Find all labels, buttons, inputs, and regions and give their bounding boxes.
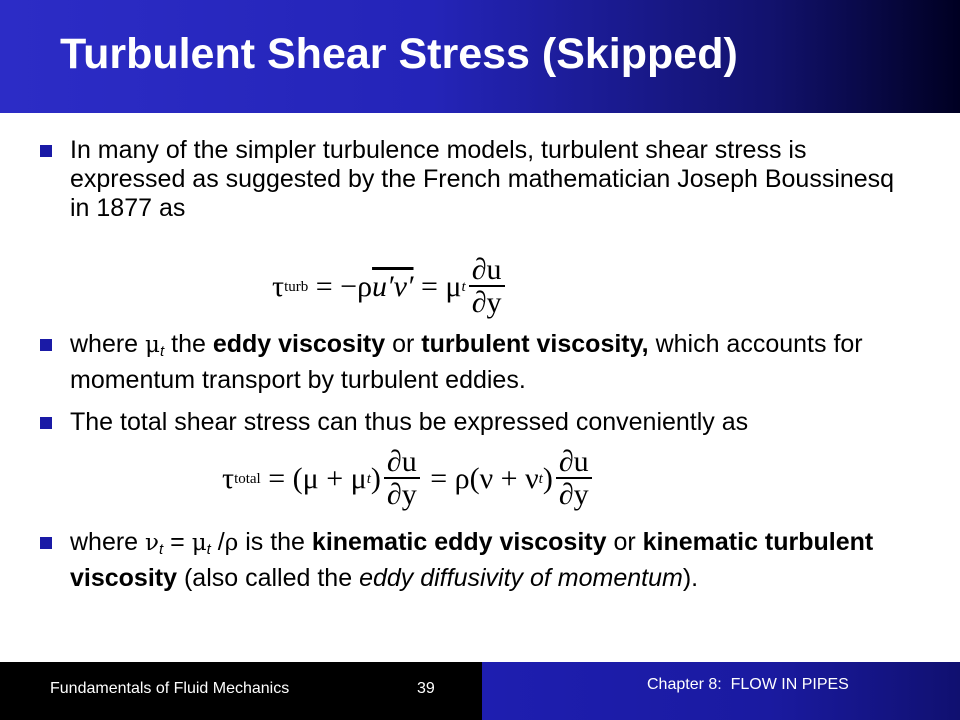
b4-mid1: is the (238, 528, 312, 556)
b4-pre: where (70, 528, 146, 556)
eq1-part: = −ρ (308, 270, 373, 303)
slide-title: Turbulent Shear Stress (Skipped) (60, 30, 738, 78)
b4-kinematic-turbulent-viscosity: kinematic turbulent viscosity (70, 528, 874, 592)
bullet-3-text: The total shear stress can thus be expressed conveniently as (70, 408, 749, 436)
bullet-square-icon (40, 145, 52, 157)
b4-t2: t (206, 541, 211, 558)
footer-page-number: 39 (417, 680, 435, 697)
b2-mid1: the (164, 330, 213, 358)
b4-t1: t (159, 541, 164, 558)
b4-eq: = (163, 528, 192, 556)
eq1-reynolds-stress: u′v′ (372, 270, 414, 303)
eq1-denominator: ∂y (471, 286, 502, 319)
b4-post: ). (682, 564, 699, 592)
footer-book-title: Fundamentals of Fluid Mechanics (50, 680, 290, 697)
bullet-square-icon (40, 537, 52, 549)
eq1-tau: τ (272, 270, 285, 303)
bullet-1 (30, 136, 910, 223)
b2-mid2: or (385, 330, 422, 358)
eq2-p2-close: ) (542, 462, 553, 495)
eq1-mu-sub: t (461, 278, 466, 295)
eq1-fraction (469, 255, 505, 319)
b4-mid2: or (606, 528, 643, 556)
equation-total-shear (222, 447, 595, 511)
b2-pre: where (70, 330, 146, 358)
b4-mu: μ (191, 530, 207, 556)
footer-chapter: Chapter 8: FLOW IN PIPES (647, 676, 849, 693)
b4-rho: ρ (224, 530, 239, 556)
b4-kinematic-eddy-viscosity: kinematic eddy viscosity (311, 528, 607, 556)
eq1-part2: = μ (413, 270, 462, 303)
b2-turbulent-viscosity: turbulent viscosity, (421, 330, 649, 358)
bullet-square-icon (40, 339, 52, 351)
bullet-1-text: In many of the simpler turbulence models, turbulent shear stress is expressed as suggested by the French mathematician Joseph Boussinesq in 1877 as (70, 136, 895, 222)
bullet-3 (30, 408, 910, 437)
b4-eddy-diffusivity: eddy diffusivity of momentum (359, 564, 683, 592)
bullet-4 (30, 528, 910, 593)
eq2-denominator-2: ∂y (558, 478, 589, 511)
b4-nu: ν (145, 530, 160, 556)
eq2-p1-sub: t (366, 470, 371, 487)
bullet-2-text (70, 330, 910, 395)
eq2-numerator-2: ∂u (556, 447, 592, 479)
bullet-4-text (70, 528, 910, 593)
b2-post: which accounts for momentum transport by turbulent eddies. (70, 330, 863, 394)
eq2-tau-sub: total (234, 470, 261, 487)
eq2-denominator-1: ∂y (386, 478, 417, 511)
bullet-2 (30, 330, 910, 395)
b2-t: t (160, 343, 165, 360)
eq2-p2: = ρ(ν + ν (422, 462, 539, 495)
b4-slash: / (210, 528, 225, 556)
b2-eddy-viscosity: eddy viscosity (212, 330, 386, 358)
eq2-p2-sub: t (538, 470, 543, 487)
equation-turbulent-shear (272, 255, 508, 319)
eq2-numerator-1: ∂u (384, 447, 420, 479)
b2-mu: μ (145, 332, 160, 358)
eq2-fraction-1 (384, 447, 420, 511)
eq2-fraction-2 (556, 447, 592, 511)
eq2-p1: = (μ + μ (260, 462, 367, 495)
eq2-p1-close: ) (370, 462, 381, 495)
eq1-tau-sub: turb (284, 278, 309, 295)
b4-mid3: (also called the (177, 564, 360, 592)
bullet-square-icon (40, 417, 52, 429)
eq2-tau: τ (222, 462, 235, 495)
eq1-numerator: ∂u (469, 255, 505, 287)
